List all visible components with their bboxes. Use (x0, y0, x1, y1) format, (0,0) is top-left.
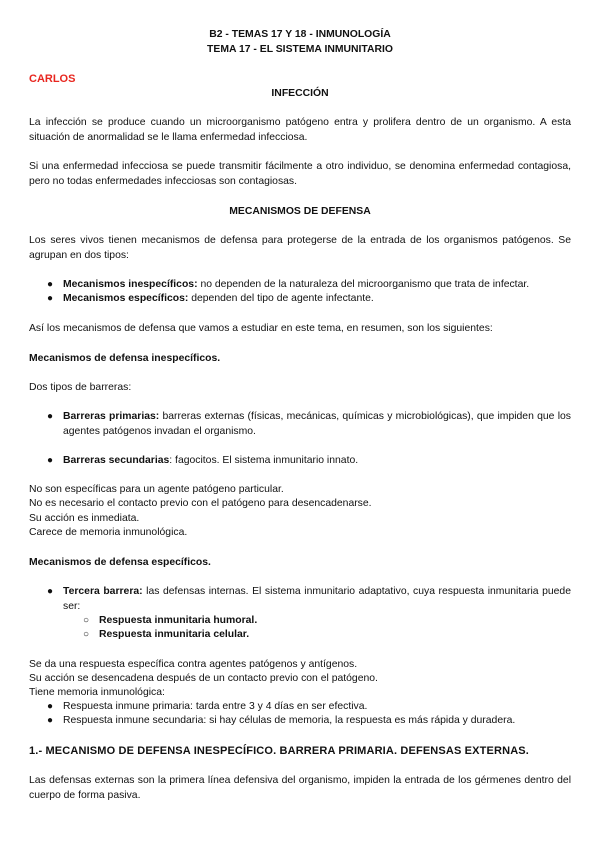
circle-bullet-icon: ○ (83, 615, 90, 626)
bullet-icon: ● (47, 411, 54, 422)
section-title-infeccion: INFECCIÓN (271, 88, 329, 99)
list-item (29, 700, 571, 715)
paragraph-barreras-intro: Dos tipos de barreras: (29, 382, 132, 393)
text-line: Su acción se desencadena después de un contacto previo con el patógeno. (29, 673, 378, 684)
list-item (29, 585, 571, 614)
list-item (29, 714, 571, 729)
list-item-text: Respuesta inmune primaria: tarda entre 3 y 4 días en ser efectiva. (63, 701, 368, 712)
list-item (29, 410, 571, 439)
circle-bullet-icon: ○ (83, 629, 90, 640)
text-line: Tiene memoria inmunológica: (29, 687, 165, 698)
sub-list-item-text: Respuesta inmunitaria celular. (99, 629, 250, 640)
bullet-icon: ● (47, 586, 54, 597)
author-name: CARLOS (29, 73, 76, 85)
paragraph-infeccion-2: Si una enfermedad infecciosa se puede transmitir fácilmente a otro individuo, se denomina enfermedad contagiosa, pero no todas enfermedades infecciosas son contagiosas. (29, 161, 571, 187)
list-item-term: Barreras primarias: (63, 411, 160, 422)
subheading-inespecificos: Mecanismos de defensa inespecíficos. (29, 353, 221, 364)
bullet-icon: ● (47, 455, 54, 466)
text-line: No es necesario el contacto previo con el patógeno para desencadenarse. (29, 498, 372, 509)
list-item-term: Barreras secundarias (63, 455, 170, 466)
sub-list-item-text: Respuesta inmunitaria humoral. (99, 615, 258, 626)
paragraph-defensas-externas: Las defensas externas son la primera línea defensiva del organismo, impiden la entrada de los gérmenes dentro del cuerpo de forma pasiva. (29, 775, 571, 801)
list-item-text: dependen del tipo de agente infectante. (188, 293, 374, 304)
text-line: Se da una respuesta específica contra agentes patógenos y antígenos. (29, 659, 358, 670)
list-item-text: Respuesta inmune secundaria: si hay células de memoria, la respuesta es más rápida y duradera. (63, 715, 516, 726)
list-item-term: Tercera barrera: (63, 586, 143, 597)
paragraph-mecanismos-intro: Los seres vivos tienen mecanismos de defensa para protegerse de la entrada de los organismos patógenos. Se agrupan en dos tipos: (29, 235, 571, 261)
paragraph-infeccion-1: La infección se produce cuando un microorganismo patógeno entra y prolifera dentro de un organismo. A esta situación de anormalidad se le llama enfermedad infecciosa. (29, 117, 571, 143)
bullet-icon: ● (47, 701, 54, 712)
paragraph-mecanismos-summary: Así los mecanismos de defensa que vamos a estudiar en este tema, en resumen, son los siguientes: (29, 323, 493, 334)
list-item-text: no dependen de la naturaleza del microorganismo que trata de infectar. (197, 279, 530, 290)
list-item-text: barreras externas (físicas, mecánicas, químicas y microbiológicas), que impiden que los agentes patógenos invadan el organismo. (63, 411, 571, 437)
section-title-mecanismos: MECANISMOS DE DEFENSA (229, 206, 371, 217)
list-item-term: Mecanismos inespecíficos: (63, 279, 198, 290)
sub-list-item (29, 628, 571, 642)
text-line: No son específicas para un agente patógeno particular. (29, 484, 284, 495)
section-heading-1: 1.- MECANISMO DE DEFENSA INESPECÍFICO. BARRERA PRIMARIA. DEFENSAS EXTERNAS. (29, 745, 529, 757)
list-item (29, 292, 571, 307)
sub-list-item (29, 614, 571, 628)
doc-header-line2: TEMA 17 - EL SISTEMA INMUNITARIO (207, 44, 393, 55)
text-line: Carece de memoria inmunológica. (29, 527, 188, 538)
text-line: Su acción es inmediata. (29, 513, 140, 524)
bullet-icon: ● (47, 279, 54, 290)
list-item-text: las defensas internas. El sistema inmunitario adaptativo, cuya respuesta inmunitaria puede ser: (63, 586, 571, 612)
subheading-especificos: Mecanismos de defensa específicos. (29, 557, 211, 568)
bullet-icon: ● (47, 293, 54, 304)
list-item (29, 278, 571, 293)
list-item-text: : fagocitos. El sistema inmunitario innato. (169, 455, 359, 466)
list-item-term: Mecanismos específicos: (63, 293, 189, 304)
bullet-icon: ● (47, 715, 54, 726)
doc-header-line1: B2 - TEMAS 17 Y 18 - INMUNOLOGÍA (209, 29, 391, 40)
list-item (29, 454, 571, 469)
